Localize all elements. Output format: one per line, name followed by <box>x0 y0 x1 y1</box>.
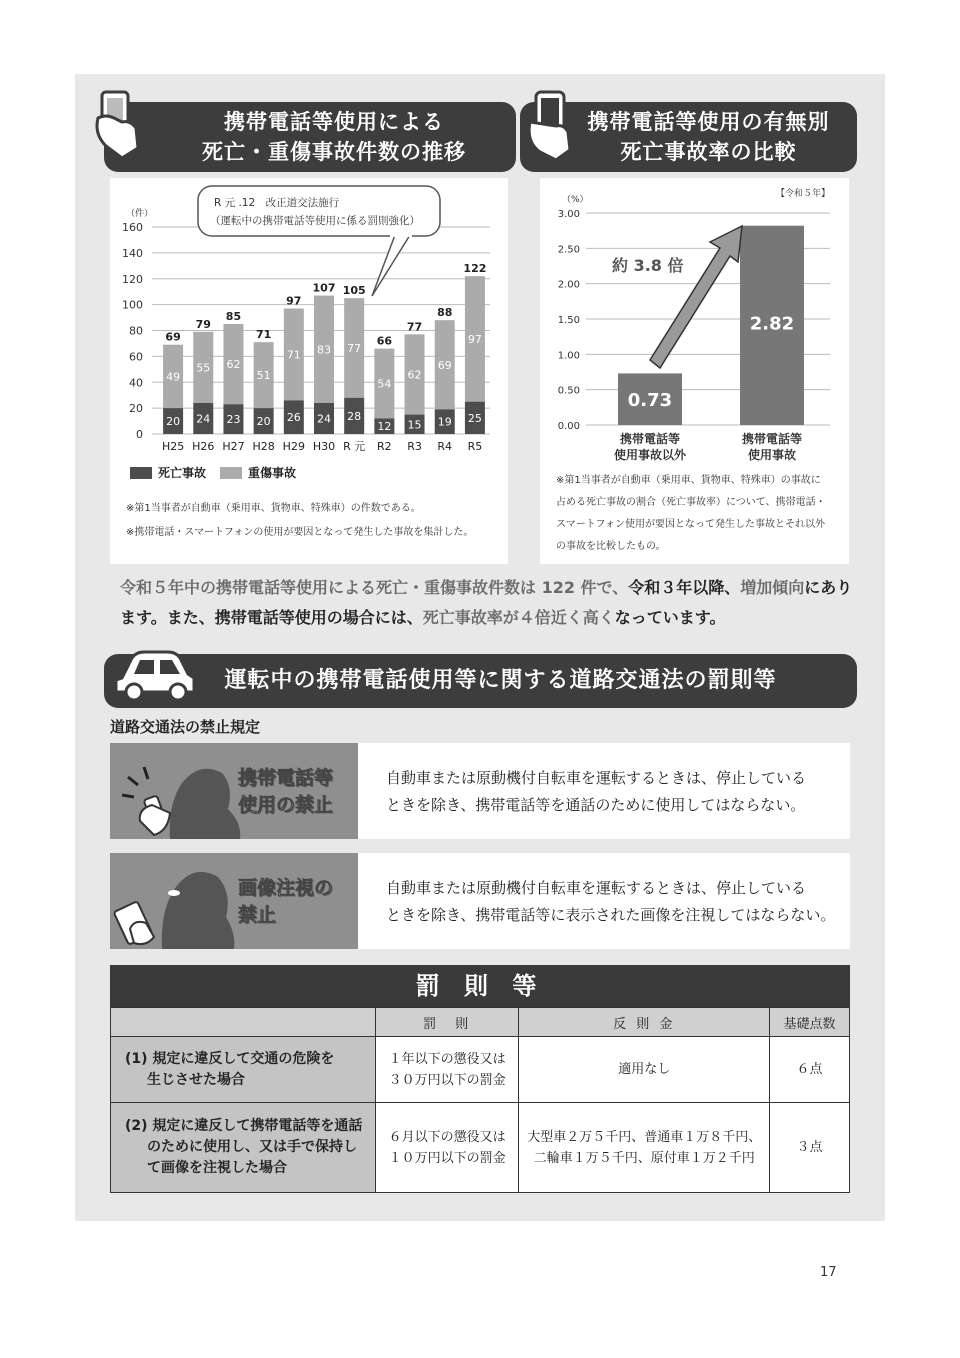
y-tick-label: 2.00 <box>557 279 580 291</box>
y-tick-label: 1.50 <box>557 315 580 326</box>
y-tick-label: 20 <box>129 402 143 416</box>
rule-screen-gaze-text <box>386 875 846 929</box>
table-row <box>111 1037 850 1103</box>
y-tick-label: 1.00 <box>557 350 580 362</box>
row2-penalty <box>375 1103 519 1193</box>
penalties-title: 罰 則 等 <box>110 965 850 1007</box>
y-tick-label: 80 <box>129 324 143 338</box>
callout-line2: （運転中の携帯電話等使用に係る罰則強化） <box>210 215 420 227</box>
summary-part-5: 死亡事故率が４倍近く高く <box>422 608 615 627</box>
data-label-serious: 97 <box>467 332 482 346</box>
right-title-line1: 携帯電話等使用の有無別 <box>587 110 830 134</box>
rule-screen-gaze-label <box>238 875 333 929</box>
callout-bubble <box>198 186 440 296</box>
data-label-serious: 77 <box>347 341 362 355</box>
x-tick-label: 携帯電話等 <box>619 432 681 446</box>
row2-fine <box>519 1103 770 1193</box>
data-label-total: 85 <box>225 310 242 324</box>
row2-points: ３点 <box>770 1103 850 1193</box>
penalties-table <box>110 1007 850 1193</box>
ratio-value-label: 2.82 <box>749 313 795 335</box>
rule-phone-use-text-1: 自動車または原動機付自転車を運転するときは、停止している <box>386 769 807 787</box>
legend-label-injury: 重傷事故 <box>248 466 297 480</box>
data-label-total: 97 <box>286 294 302 308</box>
ratio-bar-chart <box>540 178 849 478</box>
data-label-fatal: 19 <box>437 415 452 429</box>
rule-screen-gaze-image <box>110 853 358 949</box>
rule-phone-use-text <box>386 765 846 819</box>
y-tick-label: 100 <box>122 298 143 312</box>
data-label-serious: 62 <box>226 358 241 372</box>
x-tick-label: 使用事故以外 <box>613 448 687 462</box>
data-label-total: 88 <box>437 306 453 320</box>
page-number: 17 <box>820 1265 837 1280</box>
table-row <box>111 1103 850 1193</box>
right-note-3: スマートフォン使用が要因となって発生した事故とそれ以外 <box>556 519 825 530</box>
row1-category-2: 生じさせた場合 <box>147 1071 245 1088</box>
x-tick-label: H29 <box>282 440 305 453</box>
summary-part-3: 増加傾向 <box>740 578 805 597</box>
right-chart-card <box>540 178 849 564</box>
rule-screen-gaze-label-2: 禁止 <box>238 904 277 926</box>
row2-category-2: のために使用し、又は手で保持し <box>147 1139 357 1155</box>
data-label-serious: 62 <box>407 368 422 382</box>
data-label-total: 69 <box>165 330 181 344</box>
data-label-fatal: 23 <box>226 413 241 427</box>
data-label-serious: 49 <box>166 370 181 384</box>
x-tick-label: 使用事故 <box>747 448 797 462</box>
data-label-serious: 51 <box>256 369 271 383</box>
right-note-1: ※第1当事者が自動車（乗用車、貨物車、特殊車）の事故に <box>556 475 821 486</box>
left-title-line2: 死亡・重傷事故件数の推移 <box>202 140 466 164</box>
row2-penalty-2: １０万円以下の罰金 <box>388 1150 506 1166</box>
left-note-2: ※携帯電話・スマートフォンの使用が要因となって発生した事故を集計した。 <box>126 527 474 538</box>
y-tick-label: 0 <box>136 428 143 441</box>
rule-phone-use <box>110 743 850 839</box>
x-tick-label: R3 <box>407 440 422 453</box>
law-section-header <box>104 654 857 708</box>
data-label-fatal: 24 <box>196 412 211 426</box>
chart2-unit-label: （%） <box>562 195 589 205</box>
rule-phone-use-image <box>110 743 358 839</box>
data-label-total: 107 <box>312 281 336 295</box>
row1-points: ６点 <box>770 1037 850 1103</box>
ratio-label: 約 3.8 倍 <box>612 256 684 275</box>
x-tick-label: R5 <box>467 440 483 453</box>
y-tick-label: 2.50 <box>557 244 580 256</box>
callout-line1: R 元 .12 改正道交法施行 <box>214 197 340 209</box>
row1-penalty-2: ３０万円以下の罰金 <box>388 1072 506 1088</box>
summary-part-6: なっています。 <box>614 608 726 627</box>
data-label-total: 77 <box>406 320 423 334</box>
x-tick-label: R 元 <box>343 440 366 453</box>
row2-fine-2: 二輪車１万５千円、原付車１万２千円 <box>533 1150 755 1166</box>
increase-arrow-icon <box>650 226 742 368</box>
rule-screen-gaze-text-2: ときを除き、携帯電話等に表示された画像を注視してはならない。 <box>386 906 836 924</box>
x-tick-label: R2 <box>377 440 392 453</box>
rule-phone-use-label-2: 使用の禁止 <box>238 794 334 816</box>
y-tick-label: 0.00 <box>557 421 580 432</box>
y-tick-label: 40 <box>129 376 143 390</box>
y-tick-label: 0.50 <box>557 385 580 397</box>
data-label-fatal: 28 <box>347 409 362 423</box>
rule-screen-gaze-text-1: 自動車または原動機付自転車を運転するときは、停止している <box>386 879 807 897</box>
stacked-bar-chart <box>110 178 508 498</box>
right-note-2: 占める死亡事故の割合（死亡事故率）について、携帯電話・ <box>556 497 826 508</box>
x-tick-label: H30 <box>312 440 336 453</box>
rule-phone-use-label <box>238 765 333 819</box>
left-chart-card <box>110 178 508 564</box>
row1-category-1: (1) 規定に違反して交通の危険を <box>125 1050 335 1067</box>
data-label-serious: 54 <box>377 377 392 391</box>
x-tick-label: H26 <box>192 440 215 453</box>
data-label-total: 71 <box>255 328 272 342</box>
row2-penalty-1: ６月以下の懲役又は <box>388 1129 506 1145</box>
right-note-4: の事故を比較したもの。 <box>556 541 666 552</box>
legend-label-death: 死亡事故 <box>158 466 207 480</box>
legend-swatch-death <box>130 467 152 479</box>
header-fine: 反 則 金 <box>519 1008 770 1037</box>
rule-screen-gaze-label-1: 画像注視の <box>238 877 334 899</box>
header-points: 基礎点数 <box>770 1008 850 1037</box>
chart1-legend <box>130 464 296 481</box>
data-label-fatal: 12 <box>377 420 392 434</box>
summary-part-4: にあります。また、携帯電話等使用の場合には、 <box>120 578 853 627</box>
y-tick-label: 3.00 <box>557 209 580 220</box>
y-tick-label: 160 <box>122 221 143 234</box>
summary-part-2: 令和３年以降、 <box>628 578 741 597</box>
data-label-total: 122 <box>463 262 487 276</box>
y-tick-label: 120 <box>122 272 143 286</box>
row1-fine: 適用なし <box>519 1037 770 1103</box>
data-label-serious: 71 <box>286 348 301 362</box>
data-label-fatal: 26 <box>286 411 301 425</box>
legend-swatch-injury <box>220 467 242 479</box>
x-tick-label: H28 <box>252 440 275 453</box>
row2-fine-1: 大型車２万５千円、普通車１万８千円、 <box>527 1129 762 1145</box>
left-section-header <box>104 102 516 172</box>
prohibition-subheading: 道路交通法の禁止規定 <box>110 718 261 736</box>
data-label-fatal: 15 <box>407 418 422 432</box>
y-tick-label: 140 <box>122 246 143 260</box>
row1-category <box>111 1037 376 1103</box>
header-category <box>111 1008 376 1037</box>
row1-penalty-1: １年以下の懲役又は <box>388 1051 506 1067</box>
data-label-serious: 83 <box>317 343 331 357</box>
summary-text <box>120 573 860 633</box>
chart1-unit-label: （件） <box>126 209 154 219</box>
x-tick-label: R4 <box>437 440 453 453</box>
header-penalty: 罰 則 <box>375 1008 519 1037</box>
left-note-1: ※第1当事者が自動車（乗用車、貨物車、特殊車）の件数である。 <box>126 503 421 514</box>
ratio-value-label: 0.73 <box>627 390 673 412</box>
year-label: 【令和５年】 <box>776 189 831 199</box>
data-label-serious: 69 <box>437 358 452 372</box>
summary-part-1: 令和５年中の携帯電話等使用による死亡・重傷事故件数は 122 件で、 <box>120 578 629 597</box>
data-label-total: 66 <box>376 334 393 348</box>
x-tick-label: H27 <box>222 440 245 453</box>
row2-category-1: (2) 規定に違反して携帯電話等を通話 <box>125 1118 363 1134</box>
row1-penalty <box>375 1037 519 1103</box>
law-section-title: 運転中の携帯電話使用等に関する道路交通法の罰則等 <box>224 668 777 693</box>
rule-phone-use-label-1: 携帯電話等 <box>238 767 334 789</box>
x-tick-label: H25 <box>161 440 185 453</box>
data-label-fatal: 20 <box>256 415 271 429</box>
data-label-serious: 55 <box>196 361 211 375</box>
left-title-line1: 携帯電話等使用による <box>224 110 444 134</box>
data-label-fatal: 20 <box>166 415 181 429</box>
rule-phone-use-text-2: ときを除き、携帯電話等を通話のために使用してはならない。 <box>386 796 806 814</box>
right-title-line2: 死亡事故率の比較 <box>620 140 797 164</box>
row2-category-3: て画像を注視した場合 <box>147 1160 287 1176</box>
x-tick-label: 携帯電話等 <box>741 432 803 446</box>
smartphone-hand-icon <box>522 88 582 168</box>
row2-category <box>111 1103 376 1193</box>
data-label-total: 79 <box>195 317 211 331</box>
data-label-fatal: 25 <box>467 411 482 425</box>
car-icon <box>108 644 200 706</box>
data-label-fatal: 24 <box>317 412 331 426</box>
hand-phone-icon <box>92 88 152 168</box>
data-label-total: 105 <box>342 284 366 298</box>
penalties-header-row <box>111 1008 850 1037</box>
rule-screen-gaze <box>110 853 850 949</box>
y-tick-label: 60 <box>129 350 143 364</box>
